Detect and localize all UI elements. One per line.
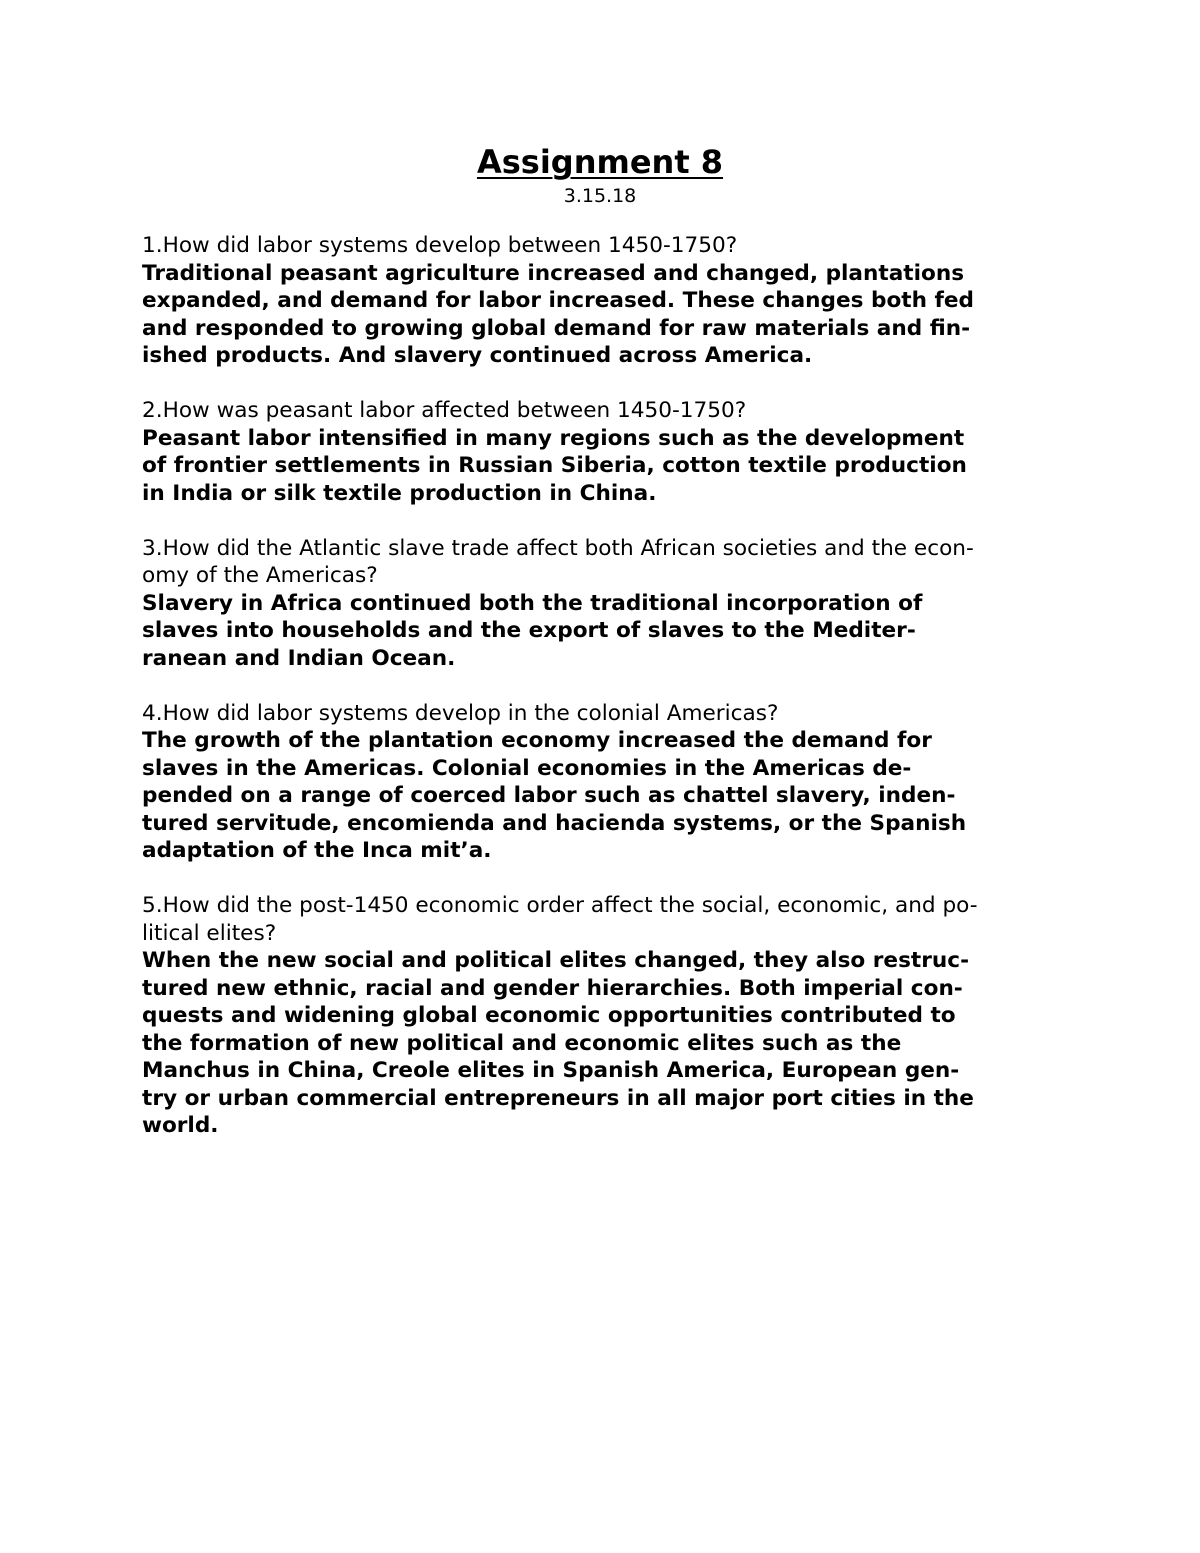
- answer-line: tured new ethnic, racial and gender hierarchies. Both imperial con-: [142, 975, 963, 1001]
- qa-item-5: [142, 892, 1072, 1140]
- answer-5: [142, 947, 1072, 1140]
- answer-line: Traditional peasant agriculture increased and changed, plantations: [142, 260, 965, 286]
- answer-3: [142, 590, 1072, 673]
- answer-line: ranean and Indian Ocean.: [142, 645, 456, 671]
- answer-2: [142, 425, 1072, 508]
- qa-item-3: [142, 535, 1072, 673]
- answer-line: world.: [142, 1113, 219, 1138]
- answer-line: The growth of the plantation economy increased the demand for: [142, 728, 932, 753]
- document-body: [142, 232, 1072, 1167]
- answer-line: pended on a range of coerced labor such as chattel slavery, inden-: [142, 783, 956, 808]
- question-3: [142, 535, 1072, 590]
- question-4: [142, 700, 1072, 728]
- question-line: 4.How did labor systems develop in the colonial Americas?: [142, 700, 779, 726]
- question-line: 2.How was peasant labor affected between 1450-1750?: [142, 398, 747, 423]
- question-1: [142, 232, 1072, 260]
- answer-line: tured servitude, encomienda and hacienda systems, or the Spanish: [142, 810, 967, 836]
- answer-line: slaves in the Americas. Colonial economies in the Americas de-: [142, 755, 912, 781]
- question-line: 3.How did the Atlantic slave trade affect both African societies and the econ-: [142, 535, 974, 561]
- question-line: 1.How did labor systems develop between 1450-1750?: [142, 233, 738, 258]
- answer-line: Peasant labor intensified in many regions such as the development: [142, 425, 965, 451]
- question-line: litical elites?: [142, 920, 277, 946]
- answer-line: Manchus in China, Creole elites in Spanish America, European gen-: [142, 1058, 960, 1083]
- answer-line: quests and widening global economic opportunities contributed to: [142, 1003, 956, 1028]
- answer-1: [142, 260, 1072, 370]
- answer-line: and responded to growing global demand for raw materials and fin-: [142, 315, 971, 341]
- question-line: omy of the Americas?: [142, 563, 378, 588]
- question-2: [142, 397, 1072, 425]
- answer-line: slaves into households and the export of slaves to the Mediter-: [142, 618, 916, 643]
- answer-line: the formation of new political and economic elites such as the: [142, 1030, 902, 1056]
- qa-item-2: [142, 397, 1072, 507]
- answer-line: expanded, and demand for labor increased. These changes both fed: [142, 288, 975, 313]
- answer-line: in India or silk textile production in China.: [142, 480, 657, 506]
- answer-line: of frontier settlements in Russian Siberia, cotton textile production: [142, 453, 967, 478]
- document-date: 3.15.18: [563, 185, 637, 207]
- answer-line: ished products. And slavery continued across America.: [142, 343, 813, 368]
- question-line: 5.How did the post-1450 economic order affect the social, economic, and po-: [142, 893, 978, 918]
- question-5: [142, 892, 1072, 947]
- answer-line: try or urban commercial entrepreneurs in all major port cities in the: [142, 1085, 974, 1111]
- document-title: Assignment 8: [476, 143, 724, 181]
- answer-line: Slavery in Africa continued both the traditional incorporation of: [142, 590, 923, 616]
- answer-line: adaptation of the Inca mit’a.: [142, 838, 492, 863]
- answer-4: [142, 727, 1072, 865]
- answer-line: When the new social and political elites changed, they also restruc-: [142, 948, 970, 973]
- qa-item-1: [142, 232, 1072, 370]
- qa-item-4: [142, 700, 1072, 865]
